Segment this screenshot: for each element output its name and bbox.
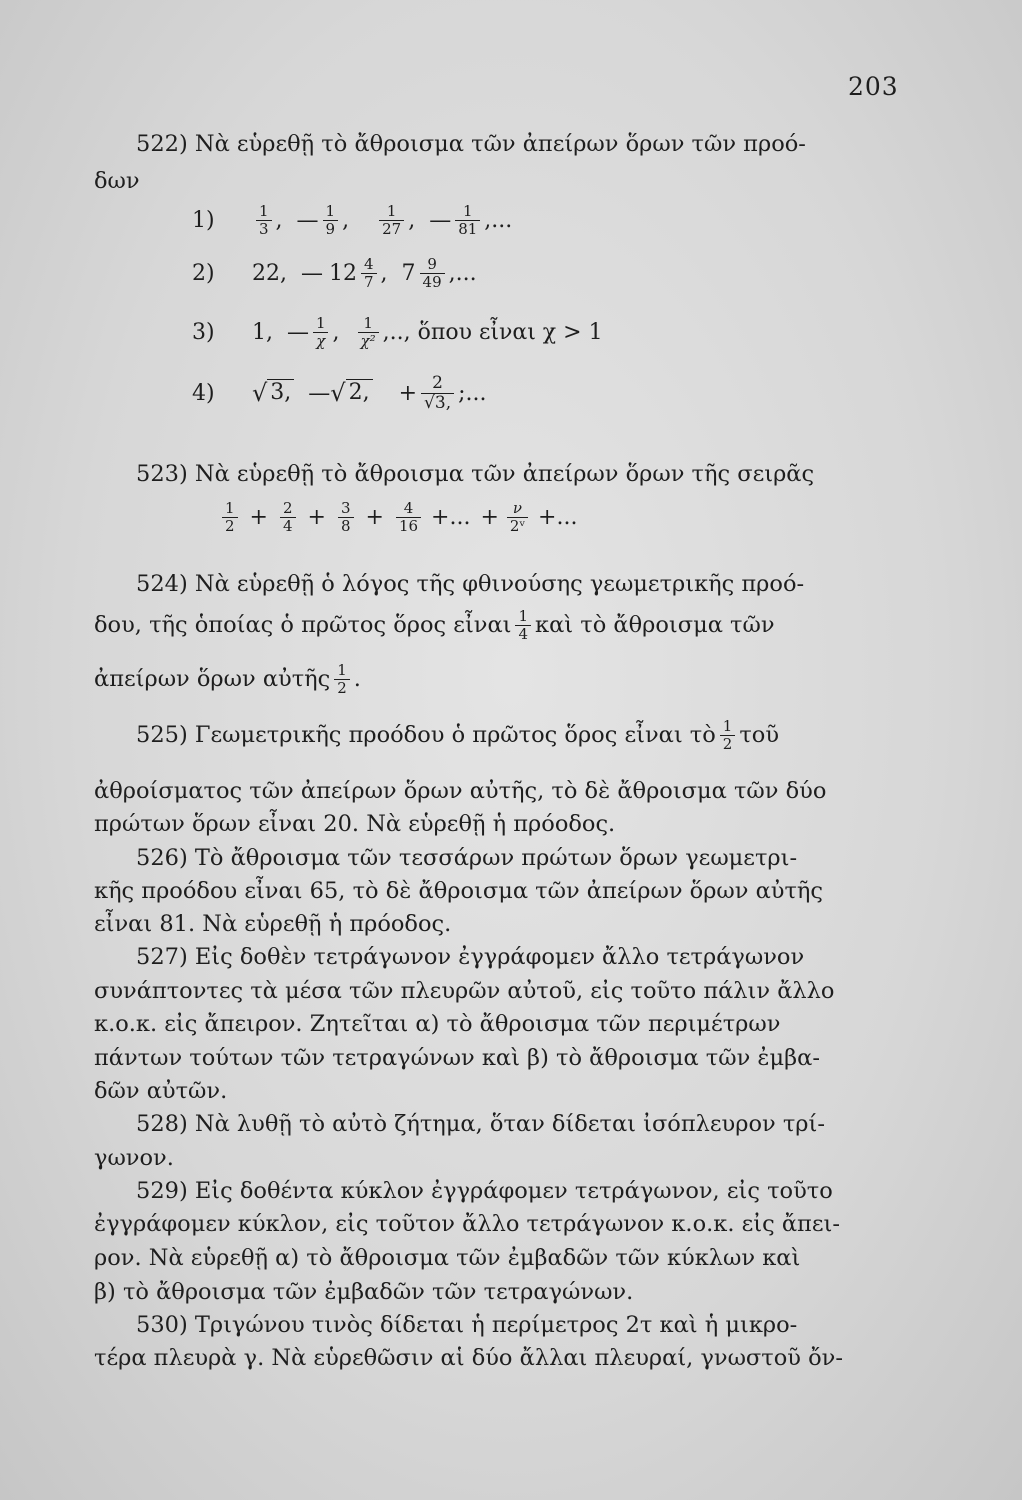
problem-525-line-2: ἀθροίσματος τῶν ἀπείρων ὅρων αὐτῆς, τὸ δὲ ἄθροισμα τῶν δύο: [94, 778, 827, 804]
problem-522-line-1: 522) Νὰ εὑρεθῇ τὸ ἄθροισμα τῶν ἀπείρων ὅρων τῶν προό-: [136, 131, 806, 157]
problem-530-line-2: τέρα πλευρὰ γ. Νὰ εὑρεθῶσιν αἱ δύο ἄλλαι πλευραί, γνωστοῦ ὄν-: [94, 1345, 843, 1371]
fraction: $\frac{1}{3}$: [256, 203, 272, 237]
fraction: $\frac{1}{2}$: [222, 500, 238, 534]
problem-524-line-3: ἀπείρων ὅρων αὐτῆς $\frac{1}{2}$ .: [94, 661, 361, 697]
problem-527-line-4: πάντων τούτων τῶν τετραγώνων καὶ β) τὸ ἄθροισμα τῶν ἐμβα-: [94, 1045, 820, 1071]
fraction: $\frac{1}{9}$: [323, 203, 339, 237]
problem-525-line-3: πρώτων ὅρων εἶναι 20. Νὰ εὑρεθῇ ἡ πρόοδος.: [94, 811, 616, 837]
problem-530-line-1: 530) Τριγώνου τινὸς δίδεται ἡ περίμετρος 2τ καὶ ἡ μικρο-: [136, 1312, 798, 1338]
problem-527-line-5: δῶν αὐτῶν.: [94, 1078, 228, 1104]
fraction: $\frac{1}{4}$: [515, 608, 531, 642]
problem-526-line-1: 526) Τὸ ἄθροισμα τῶν τεσσάρων πρώτων ὅρων γεωμετρι-: [136, 845, 798, 871]
page-number: 203: [848, 72, 899, 101]
problem-527-line-2: συνάπτοντες τὰ μέσα τῶν πλευρῶν αὐτοῦ, εἰς τοῦτο πάλιν ἄλλο: [94, 978, 835, 1004]
problem-525-line-1: 525) Γεωμετρικῆς προόδου ὁ πρῶτος ὅρος εἶναι τὸ $\frac{1}{2}$ τοῦ: [136, 717, 780, 753]
problem-522-item-2: 2) 22, — 12 $\frac{4}{7}$ , 7 $\frac{9}{49}$ ,...: [192, 255, 477, 291]
fraction: $\frac{1}{27}$: [379, 203, 404, 237]
fraction: $\frac{3}{8}$: [338, 500, 354, 534]
problem-526-line-2: κῆς προόδου εἶναι 65, τὸ δὲ ἄθροισμα τῶν ἀπείρων ὅρων αὐτῆς: [94, 878, 824, 904]
problem-527-line-3: κ.ο.κ. εἰς ἄπειρον. Ζητεῖται α) τὸ ἄθροισμα τῶν περιμέτρων: [94, 1011, 781, 1037]
fraction: $\frac{1}{81}$: [455, 203, 480, 237]
problem-528-line-1: 528) Νὰ λυθῇ τὸ αὐτὸ ζήτημα, ὅταν δίδεται ἰσόπλευρον τρί-: [136, 1111, 825, 1137]
problem-523-series: $\frac{1}{2}$ + $\frac{2}{4}$ + $\frac{3}{8}$ + $\frac{4}{16}$ +... + $\frac{\nu}{\text{2ᵛ}}$ +...: [218, 500, 577, 534]
problem-522-line-2: δων: [94, 168, 140, 194]
fraction: $\frac{\nu}{\text{2ᵛ}}$: [507, 500, 528, 534]
square-root: √ 3,: [252, 379, 294, 407]
fraction: $\frac{1}{\chi}$: [313, 315, 329, 349]
fraction: $\frac{2}{√3,}$: [421, 374, 454, 412]
fraction: $\frac{1}{2}$: [720, 718, 736, 752]
fraction: $\frac{4}{7}$: [361, 256, 377, 290]
problem-529-line-4: β) τὸ ἄθροισμα τῶν ἐμβαδῶν τῶν τετραγώνων.: [94, 1279, 634, 1305]
problem-524-line-1: 524) Νὰ εὑρεθῇ ὁ λόγος τῆς φθινούσης γεωμετρικῆς προό-: [136, 571, 805, 597]
item-label: 1): [192, 207, 215, 233]
problem-529-line-2: ἐγγράφομεν κύκλον, εἰς τοῦτον ἄλλο τετράγωνον κ.ο.κ. εἰς ἄπει-: [94, 1211, 840, 1237]
fraction: $\frac{1}{2}$: [334, 662, 350, 696]
problem-523-line-1: 523) Νὰ εὑρεθῇ τὸ ἄθροισμα τῶν ἀπείρων ὅρων τῆς σειρᾶς: [136, 461, 815, 487]
fraction: $\frac{2}{4}$: [280, 500, 296, 534]
problem-529-line-1: 529) Εἰς δοθέντα κύκλον ἐγγράφομεν τετράγωνον, εἰς τοῦτο: [136, 1178, 833, 1204]
fraction: $\frac{9}{49}$: [420, 256, 445, 290]
problem-529-line-3: ρον. Νὰ εὑρεθῇ α) τὸ ἄθροισμα τῶν ἐμβαδῶν τῶν κύκλων καὶ: [94, 1245, 801, 1271]
problem-527-line-1: 527) Εἰς δοθὲν τετράγωνον ἐγγράφομεν ἄλλο τετράγωνον: [136, 944, 805, 970]
problem-524-line-2: δου, τῆς ὁποίας ὁ πρῶτος ὅρος εἶναι $\frac{1}{4}$ καὶ τὸ ἄθροισμα τῶν: [94, 607, 775, 643]
problem-522-item-4: 4) √ 3, — √ 2, + $\frac{2}{√3,}$ ;...: [192, 373, 487, 413]
fraction: $\frac{4}{16}$: [396, 500, 421, 534]
problem-526-line-3: εἶναι 81. Νὰ εὑρεθῇ ἡ πρόοδος.: [94, 911, 452, 937]
square-root: √ 2,: [330, 379, 372, 407]
problem-522-item-3: 3) 1, — $\frac{1}{\chi}$ , $\frac{1}{\text{χ²}}$ ,.., ὅπου εἶναι χ > 1: [192, 314, 603, 350]
fraction: $\frac{1}{\text{χ²}}$: [358, 315, 379, 349]
problem-522-item-1: 1) $\frac{1}{3}$ , — $\frac{1}{9}$ , $\frac{1}{27}$ , — $\frac{1}{81}$ ,...: [192, 202, 513, 238]
problem-528-line-2: γωνον.: [94, 1145, 174, 1171]
